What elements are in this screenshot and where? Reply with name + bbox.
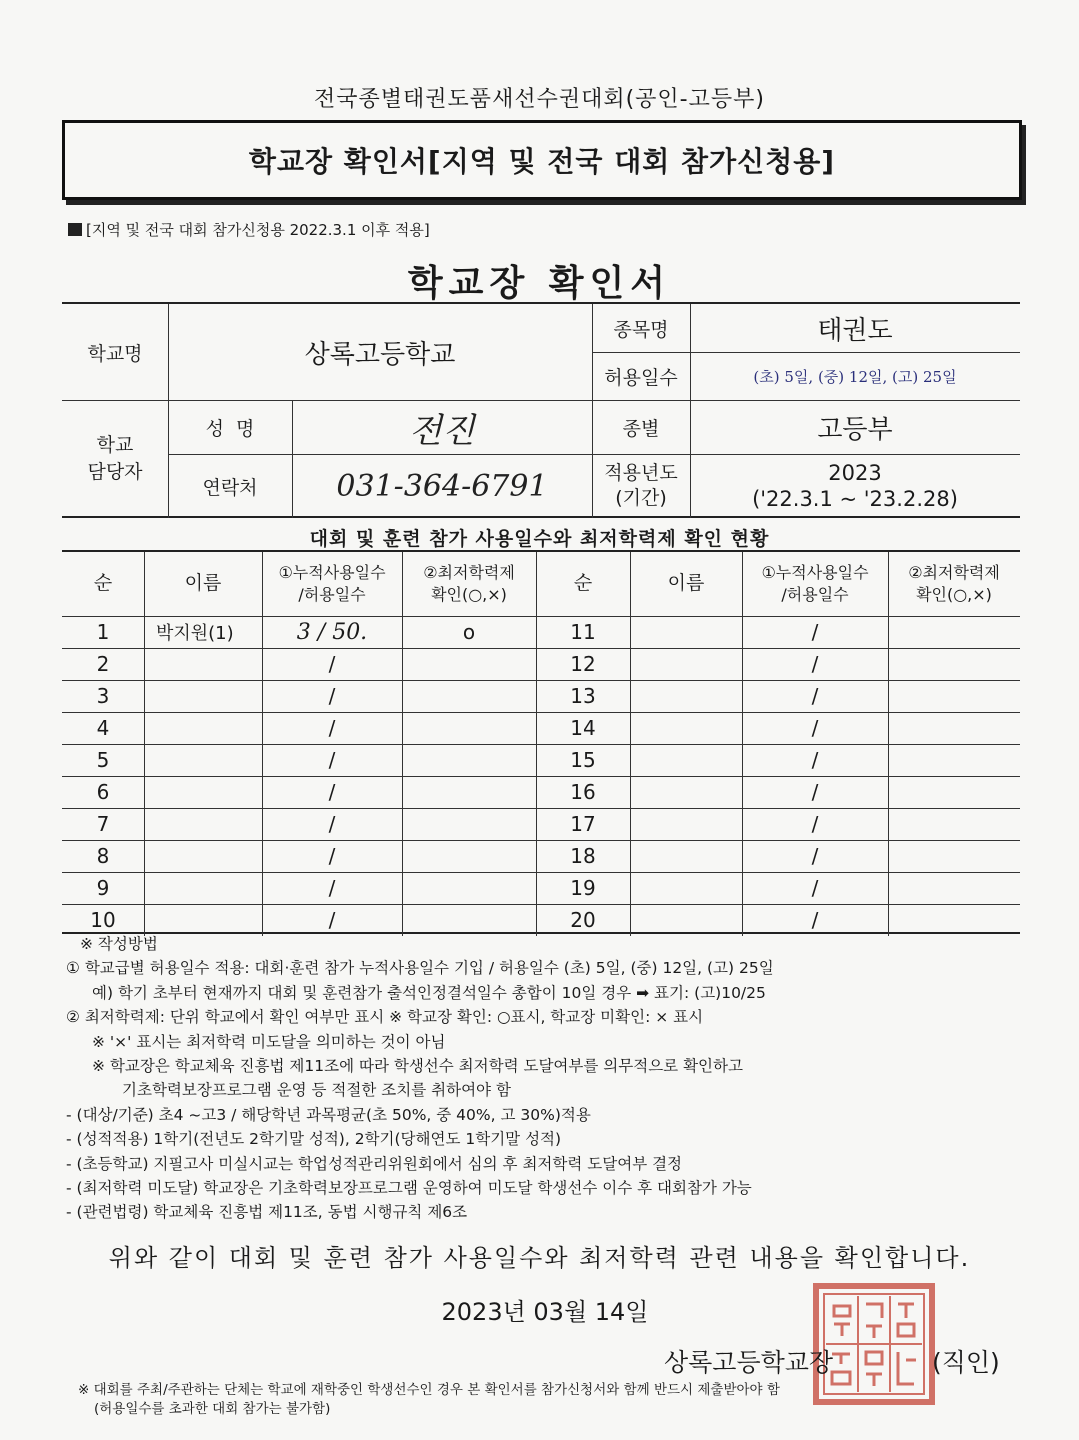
year-cell — [690, 454, 1020, 518]
table-cell-no: 7 — [96, 812, 110, 836]
seal-label: (직인) — [932, 1348, 1000, 1377]
instruction-line: ※ '×' 표시는 최저학력 미도달을 의미하는 것이 아님 — [92, 1032, 446, 1051]
table-cell-name — [144, 808, 262, 840]
table-cell-no: 12 — [570, 652, 596, 676]
table-cell-days: / — [811, 748, 819, 772]
table-cell-check — [402, 808, 536, 840]
table-cell-check — [888, 680, 1020, 712]
table-cell-check — [402, 680, 536, 712]
instruction-line: - (관련법령) 학교체육 진흥법 제11조, 동법 시행규칙 제6조 — [66, 1203, 468, 1222]
table-cell-check — [402, 840, 536, 872]
table-cell-no: 8 — [96, 844, 110, 868]
instructions — [66, 932, 1026, 1225]
info-table — [62, 302, 1020, 518]
table-cell-days: / — [328, 908, 336, 932]
table-cell-name — [144, 744, 262, 776]
column-header-check: ②최저학력제 확인(○,×) — [423, 563, 515, 604]
table-cell-check — [402, 744, 536, 776]
table-cell-no: 11 — [570, 620, 596, 644]
table-cell-days: / — [811, 908, 819, 932]
table-cell-name — [630, 872, 742, 904]
table-cell-name — [144, 872, 262, 904]
table-cell-no: 10 — [90, 908, 116, 932]
year-value: 2023 — [828, 460, 882, 485]
table-cell-check — [402, 776, 536, 808]
contact-label: 연락처 — [202, 476, 258, 499]
period-value: ('22.3.1 ~ '23.2.28) — [752, 487, 958, 511]
form-title: 학교장 확인서[지역 및 전국 대회 참가신청용] — [248, 145, 836, 178]
table-cell-name — [144, 840, 262, 872]
table-cell-days: / — [811, 620, 819, 644]
table-cell-no: 9 — [96, 876, 110, 900]
year-label: 적용년도 (기간) — [604, 462, 678, 509]
table-cell-check — [888, 808, 1020, 840]
table-cell-no: 5 — [96, 748, 110, 772]
table-cell-check: o — [462, 620, 476, 644]
section-title: 대회 및 훈련 참가 사용일수와 최저학력제 확인 현황 — [309, 528, 770, 550]
table-cell-name — [630, 744, 742, 776]
table-cell-days: / — [811, 684, 819, 708]
table-cell-no: 17 — [570, 812, 596, 836]
school-name-value: 상록고등학교 — [304, 339, 456, 370]
staff-name-value: 전진 — [409, 410, 475, 451]
table-cell-check — [402, 648, 536, 680]
main-title: 학교장 확인서 — [407, 263, 672, 304]
footnote-line: (허용일수를 초과한 대회 참가는 불가함) — [94, 1401, 331, 1417]
usage-table — [62, 550, 1020, 934]
table-cell-check — [888, 872, 1020, 904]
table-cell-name — [630, 808, 742, 840]
table-cell-days: / — [328, 748, 336, 772]
table-cell-name — [630, 712, 742, 744]
column-header-name: 이름 — [184, 572, 222, 595]
column-header-check: ②최저학력제 확인(○,×) — [908, 563, 1000, 604]
notice-text: [지역 및 전국 대회 참가신청용 2022.3.1 이후 적용] — [86, 221, 430, 239]
instruction-line: 기초학력보장프로그램 운영 등 적절한 조치를 취하여야 함 — [122, 1081, 511, 1100]
sport-value: 태권도 — [817, 315, 893, 346]
table-cell-no: 18 — [570, 844, 596, 868]
staff-label: 학교 담당자 — [87, 434, 143, 483]
table-cell-days: / — [811, 876, 819, 900]
event-title: 전국종별태권도품새선수권대회(공인-고등부) — [314, 87, 765, 112]
table-cell-no: 6 — [96, 780, 110, 804]
table-cell-no: 15 — [570, 748, 596, 772]
table-cell-name: 박지원(1) — [156, 623, 234, 644]
table-cell-days: / — [811, 716, 819, 740]
column-header-no: 순 — [93, 572, 113, 595]
allowed-days-label: 허용일수 — [604, 366, 678, 389]
table-cell-no: 3 — [96, 684, 110, 708]
table-cell-days: / — [811, 812, 819, 836]
table-cell-name — [630, 680, 742, 712]
table-cell-check — [888, 744, 1020, 776]
column-header-days: ①누적사용일수 /허용일수 — [761, 563, 869, 604]
table-cell-no: 19 — [570, 876, 596, 900]
school-name-label: 학교명 — [87, 342, 143, 365]
instruction-line: - (성적적용) 1학기(전년도 2학기말 성적), 2학기(당해연도 1학기말 성적) — [66, 1130, 562, 1149]
table-cell-no: 20 — [570, 908, 596, 932]
table-cell-name — [630, 776, 742, 808]
footnote-line: ※ 대회를 주최/주관하는 단체는 학교에 재학중인 학생선수인 경우 본 확인서를 참가신청서와 함께 반드시 제출받아야 함 — [78, 1382, 780, 1398]
instruction-line: ※ 학교장은 학교체육 진흥법 제11조에 따라 학생선수 최저학력 도달여부를 의무적으로 확인하고 — [92, 1057, 743, 1076]
name-label: 성 명 — [205, 417, 255, 440]
instruction-line: ※ 작성방법 — [80, 935, 158, 953]
table-cell-name — [144, 680, 262, 712]
instruction-line: 예) 학기 초부터 현재까지 대회 및 훈련참가 출석인정결석일수 총합이 10일 경우 ➡ 표기: (고)10/25 — [92, 983, 766, 1002]
table-cell-days: / — [328, 844, 336, 868]
issue-date: 2023년 03월 14일 — [441, 1298, 649, 1326]
column-header-days: ①누적사용일수 /허용일수 — [278, 563, 386, 604]
table-cell-no: 4 — [96, 716, 110, 740]
table-cell-no: 1 — [96, 620, 110, 644]
table-cell-days: / — [811, 844, 819, 868]
table-cell-days: / — [328, 812, 336, 836]
division-value: 고등부 — [817, 414, 893, 445]
notice — [68, 219, 430, 240]
table-cell-days: / — [328, 652, 336, 676]
table-cell-check — [888, 616, 1020, 648]
table-cell-name — [630, 840, 742, 872]
column-header-no: 순 — [573, 572, 593, 595]
allowed-days-value: (초) 5일, (중) 12일, (고) 25일 — [753, 367, 957, 386]
table-cell-days: 3 / 50. — [296, 619, 368, 645]
instruction-line: - (최저학력 미도달) 학교장은 기초학력보장프로그램 운영하여 미도달 학생선수 이수 후 대회참가 가능 — [66, 1179, 752, 1198]
table-cell-name — [144, 712, 262, 744]
instruction-line: - (대상/기준) 초4 ~고3 / 해당학년 과목평균(초 50%, 중 40%, 고 30%)적용 — [66, 1105, 591, 1124]
division-label: 종별 — [622, 417, 660, 440]
table-cell-name — [144, 648, 262, 680]
table-cell-no: 16 — [570, 780, 596, 804]
contact-value: 031-364-6791 — [336, 468, 548, 504]
table-cell-check — [402, 712, 536, 744]
table-cell-check — [888, 840, 1020, 872]
table-cell-check — [888, 648, 1020, 680]
table-cell-check — [888, 712, 1020, 744]
table-cell-no: 2 — [96, 652, 110, 676]
table-cell-days: / — [328, 716, 336, 740]
table-cell-name — [144, 776, 262, 808]
table-cell-no: 14 — [570, 716, 596, 740]
table-cell-days: / — [811, 780, 819, 804]
table-cell-check — [888, 776, 1020, 808]
table-cell-name — [630, 616, 742, 648]
footnote — [78, 1381, 1038, 1419]
instruction-line: ① 학교급별 허용일수 적용: 대회·훈련 참가 누적사용일수 기입 / 허용일수 (초) 5일, (중) 12일, (고) 25일 — [66, 959, 774, 978]
signer-name: 상록고등학교장 — [664, 1348, 834, 1377]
instruction-line: - (초등학교) 지필고사 미실시교는 학업성적관리위원회에서 심의 후 최저학력 도달여부 결정 — [66, 1154, 683, 1173]
sport-label: 종목명 — [613, 318, 669, 341]
table-cell-days: / — [328, 684, 336, 708]
table-cell-check — [402, 872, 536, 904]
instruction-line: ② 최저학력제: 단위 학교에서 확인 여부만 표시 ※ 학교장 확인: ○표시, 학교장 미확인: × 표시 — [66, 1008, 704, 1027]
table-cell-days: / — [328, 876, 336, 900]
form-title-box — [62, 120, 1022, 200]
table-cell-name — [630, 648, 742, 680]
table-cell-no: 13 — [570, 684, 596, 708]
table-cell-days: / — [811, 652, 819, 676]
column-header-name: 이름 — [667, 572, 705, 595]
table-cell-days: / — [328, 780, 336, 804]
square-bullet-icon — [68, 223, 82, 236]
confirmation-statement: 위와 같이 대회 및 훈련 참가 사용일수와 최저학력 관련 내용을 확인합니다. — [108, 1244, 971, 1272]
